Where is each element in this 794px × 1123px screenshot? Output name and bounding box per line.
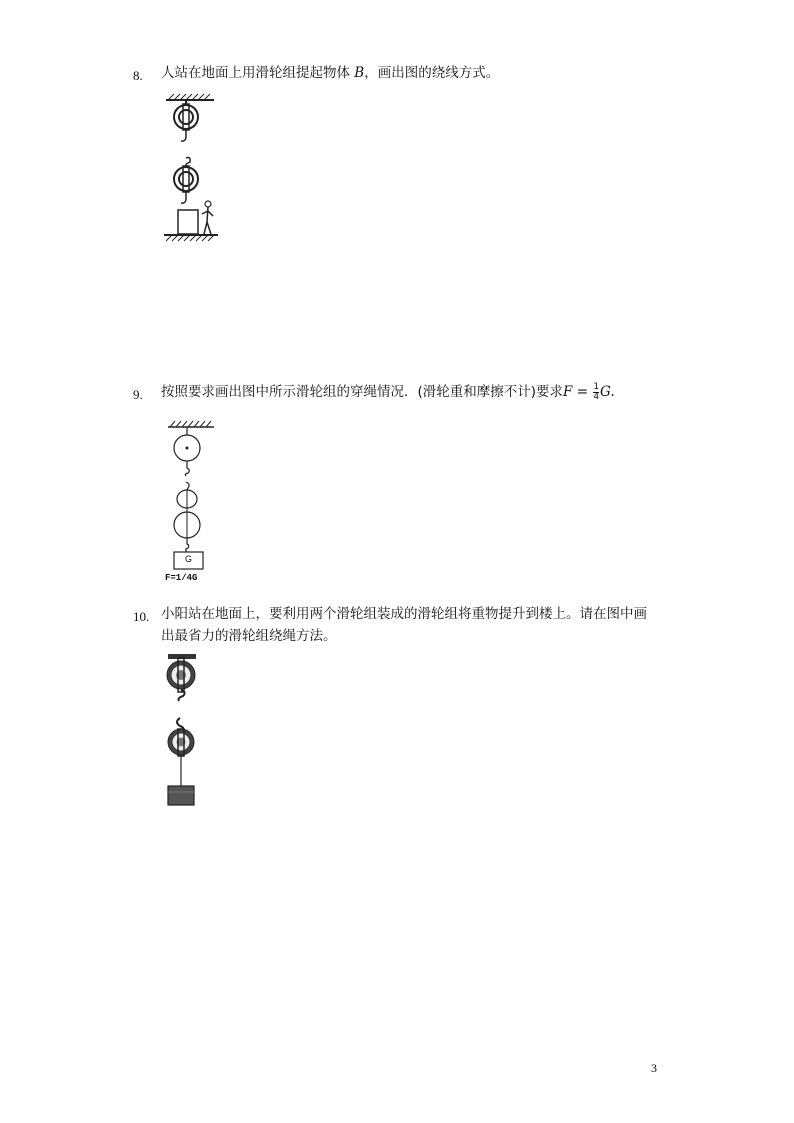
- question-10-number: 10.: [133, 609, 150, 624]
- weight-block: [168, 786, 194, 805]
- question-10-line-2: 出最省力的滑轮组绕绳方法。: [161, 628, 337, 644]
- movable-pulleys: [174, 482, 200, 552]
- question-8-text: [161, 62, 499, 84]
- question-8-text-before: 人站在地面上用滑轮组提起物体: [161, 65, 355, 81]
- movable-pulley: [168, 718, 194, 786]
- question-9-formula-right: G.: [600, 384, 615, 400]
- person-figure: [202, 201, 213, 234]
- question-9-text: [161, 381, 615, 403]
- fraction-numerator: 1: [593, 381, 600, 392]
- question-10-line-1: 小阳站在地面上，要利用两个滑轮组装成的滑轮组将重物提升到楼上。请在图中画: [161, 606, 647, 622]
- question-9-fraction: [593, 383, 599, 402]
- object-box: [178, 210, 198, 234]
- load-label: G: [184, 554, 192, 564]
- question-8-variable: B: [354, 65, 365, 81]
- fraction-denominator: 4: [593, 391, 600, 402]
- question-9-number: 9.: [133, 387, 143, 402]
- question-9-pulley-figure: [162, 418, 222, 590]
- question-9-text-body: 按照要求画出图中所示滑轮组的穿绳情况．(滑轮重和摩擦不计)要求: [161, 384, 564, 400]
- question-8-number: 8.: [133, 68, 143, 83]
- fixed-pulley: [167, 658, 195, 701]
- ceiling-hatch: [168, 421, 214, 427]
- figure-caption: F=1/4G: [165, 573, 198, 583]
- fixed-pulley: [174, 100, 198, 141]
- question-9-pulley-drawing: [162, 418, 222, 570]
- page-number: 3: [651, 1061, 657, 1075]
- question-9-formula-left: F =: [563, 384, 593, 400]
- movable-pulley: [174, 158, 198, 204]
- question-8-text-after: ，画出图的绕线方式。: [364, 65, 500, 81]
- ground-hatch: [164, 235, 218, 241]
- fixed-pulley: [174, 427, 200, 476]
- question-8-pulley-figure: [160, 90, 220, 242]
- ceiling-hatch: [166, 94, 214, 100]
- question-10-pulley-figure: [160, 652, 206, 808]
